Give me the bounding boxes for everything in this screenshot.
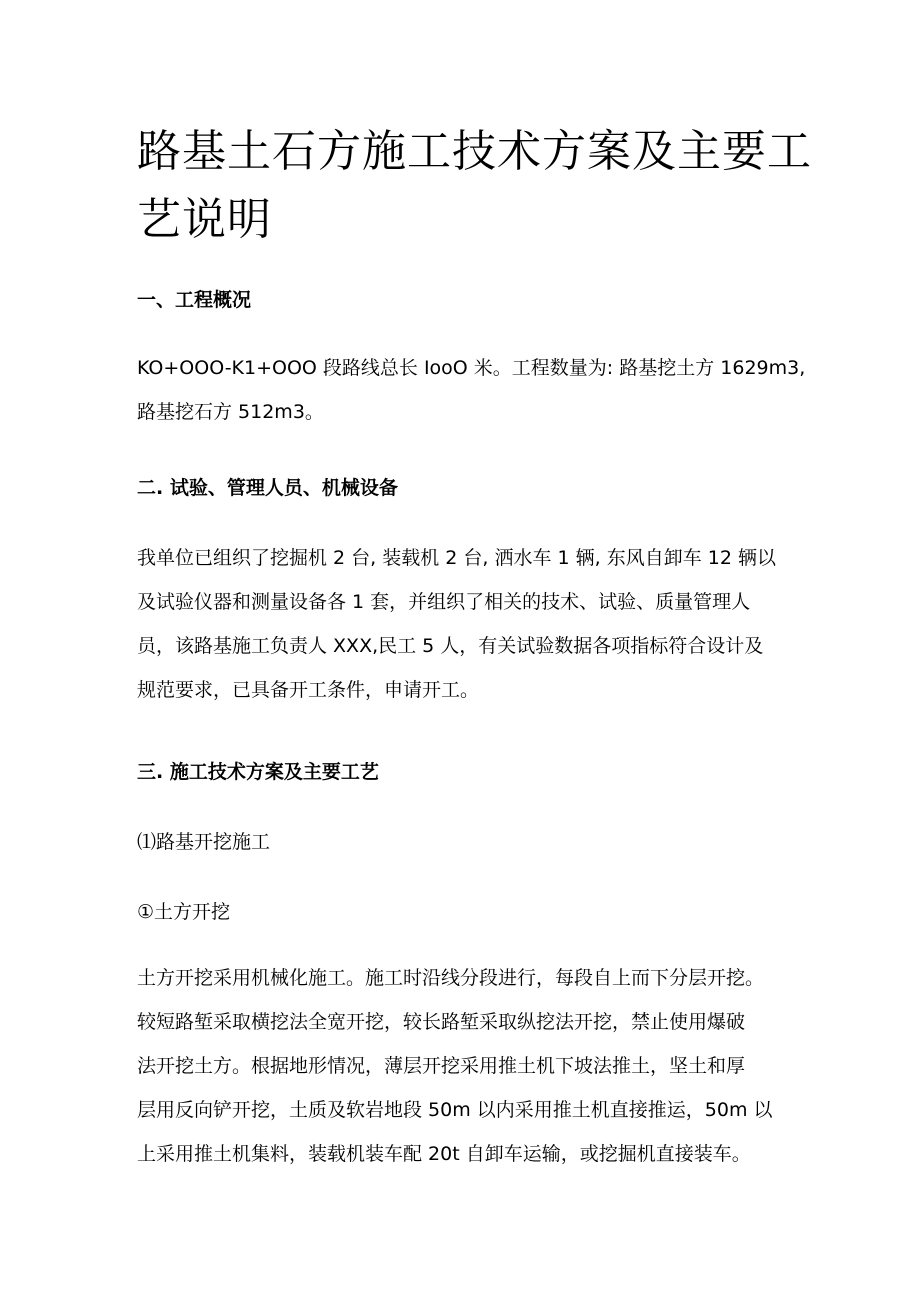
- document-title: [137, 118, 817, 254]
- equipment-line-4: 规范要求，已具备开工条件，申请开工。: [137, 679, 480, 701]
- methods-line-4: 层用反向铲开挖，土质及软岩地段 50m 以内采用推土机直接推运，50m 以: [137, 1099, 773, 1121]
- section-heading-methods: 三. 施工技术方案及主要工艺: [137, 761, 379, 783]
- overview-line-1: KO+OOO-K1+OOO 段路线总长 IooO 米。工程数量为: 路基挖土方 1629m3,: [137, 357, 806, 379]
- methods-line-1: 土方开挖采用机械化施工。施工时沿线分段进行，每段自上而下分层开挖。: [137, 967, 765, 989]
- section-equipment-body: [137, 536, 807, 712]
- methods-line-2: 较短路堑采取横挖法全宽开挖，较长路堑采取纵挖法开挖，禁止使用爆破: [137, 1011, 746, 1033]
- methods-line-3: 法开挖土方。根据地形情况，薄层开挖采用推土机下坡法推土，坚土和厚: [137, 1055, 746, 1077]
- methods-line-5: 上采用推土机集料，装载机装车配 20t 自卸车运输，或挖掘机直接装车。: [137, 1143, 751, 1165]
- title-line-1: 路基土石方施工技术方案及主要工: [137, 126, 812, 177]
- overview-line-2: 路基挖石方 512m3。: [137, 401, 324, 423]
- section-overview-body: [137, 346, 807, 434]
- subheading-earth-excavation: ①土方开挖: [137, 901, 231, 923]
- equipment-line-1: 我单位已组织了挖掘机 2 台, 装载机 2 台, 洒水车 1 辆, 东风自卸车 12 辆以: [137, 547, 776, 569]
- section-heading-equipment: 二. 试验、管理人员、机械设备: [137, 477, 398, 499]
- title-line-2: 艺说明: [137, 194, 272, 245]
- subheading-roadbed-excavation: ⑴路基开挖施工: [137, 831, 271, 853]
- section-methods-body: [137, 956, 807, 1176]
- section-heading-overview: 一、工程概况: [137, 289, 252, 311]
- equipment-line-2: 及试验仪器和测量设备各 1 套，并组织了相关的技术、试验、质量管理人: [137, 591, 751, 613]
- equipment-line-3: 员，该路基施工负责人 XXX,民工 5 人，有关试验数据各项指标符合设计及: [137, 635, 764, 657]
